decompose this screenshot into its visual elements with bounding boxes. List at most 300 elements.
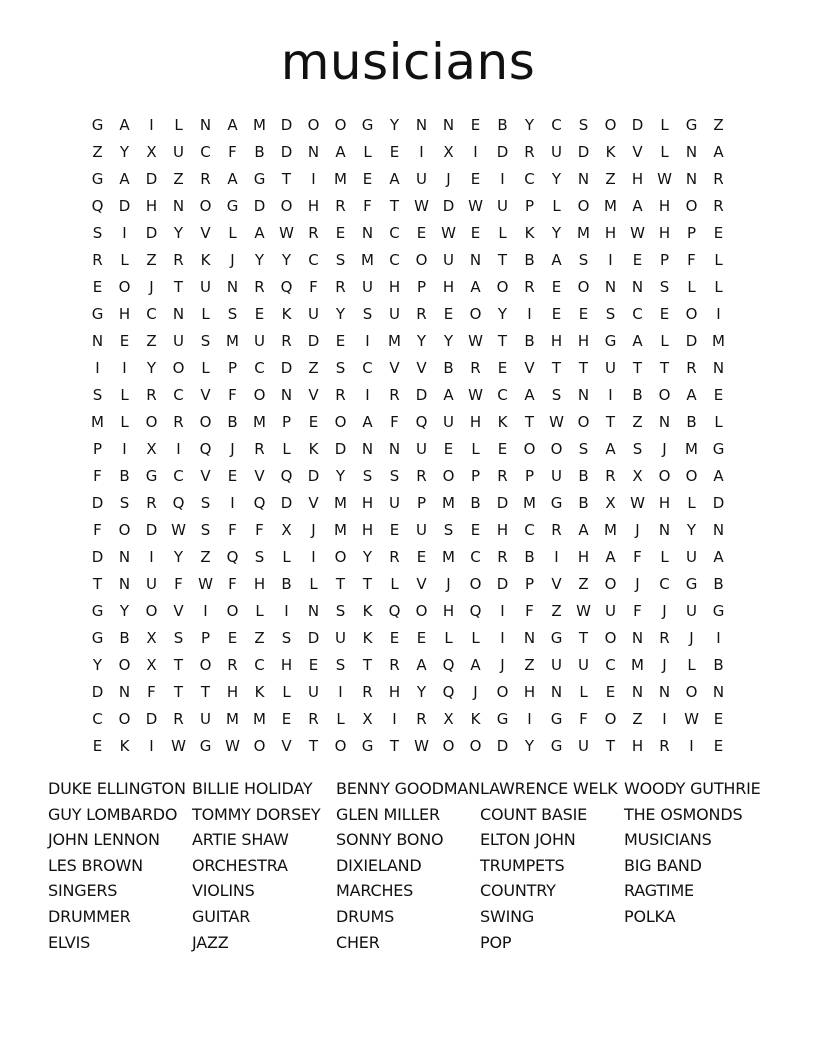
grid-letter: M bbox=[91, 412, 104, 431]
word-list-item: MARCHES bbox=[336, 881, 414, 901]
grid-letter: V bbox=[200, 466, 211, 485]
grid-letter: Y bbox=[416, 331, 427, 350]
grid-letter: P bbox=[524, 466, 535, 485]
grid-letter: I bbox=[527, 709, 532, 728]
grid-letter: D bbox=[91, 493, 104, 512]
grid-letter: C bbox=[173, 466, 184, 485]
grid-letter: A bbox=[254, 223, 265, 242]
grid-letter: U bbox=[389, 304, 400, 323]
grid-row bbox=[84, 732, 732, 759]
grid-letter: G bbox=[550, 493, 563, 512]
grid-letter: I bbox=[95, 358, 100, 377]
grid-letter: P bbox=[200, 628, 211, 647]
grid-letter: Z bbox=[632, 412, 643, 431]
grid-letter: W bbox=[468, 385, 483, 404]
grid-letter: I bbox=[500, 601, 505, 620]
grid-letter: E bbox=[389, 520, 400, 539]
grid-letter: Z bbox=[308, 358, 319, 377]
grid-letter: M bbox=[685, 439, 698, 458]
grid-letter: J bbox=[635, 520, 640, 539]
grid-letter: J bbox=[500, 655, 505, 674]
grid-letter: Q bbox=[226, 547, 239, 566]
grid-letter: A bbox=[605, 439, 616, 458]
grid-letter: N bbox=[118, 574, 131, 593]
grid-letter: S bbox=[200, 331, 211, 350]
grid-letter: S bbox=[335, 358, 346, 377]
grid-letter: B bbox=[497, 115, 508, 134]
grid-letter: L bbox=[687, 277, 696, 296]
grid-letter: T bbox=[362, 655, 373, 674]
grid-letter: J bbox=[311, 520, 316, 539]
grid-letter: H bbox=[442, 601, 455, 620]
grid-letter: U bbox=[308, 682, 319, 701]
grid-letter: N bbox=[658, 412, 671, 431]
grid-letter: T bbox=[497, 331, 508, 350]
grid-letter: S bbox=[632, 439, 643, 458]
grid-letter: J bbox=[446, 169, 451, 188]
grid-row bbox=[84, 165, 732, 192]
grid-letter: O bbox=[523, 439, 536, 458]
grid-row bbox=[84, 651, 732, 678]
grid-letter: F bbox=[255, 520, 264, 539]
grid-letter: J bbox=[149, 277, 154, 296]
grid-letter: K bbox=[254, 682, 265, 701]
grid-letter: D bbox=[118, 196, 131, 215]
word-list-item: BIG BAND bbox=[624, 855, 702, 875]
grid-letter: R bbox=[497, 466, 508, 485]
grid-letter: L bbox=[228, 223, 237, 242]
grid-letter: R bbox=[254, 439, 265, 458]
grid-letter: Z bbox=[254, 628, 265, 647]
word-list-item: SONNY BONO bbox=[336, 830, 444, 850]
grid-letter: S bbox=[119, 493, 130, 512]
grid-letter: S bbox=[335, 250, 346, 269]
grid-letter: L bbox=[363, 142, 372, 161]
grid-letter: Y bbox=[497, 304, 508, 323]
grid-letter: C bbox=[92, 709, 103, 728]
grid-letter: J bbox=[689, 628, 694, 647]
grid-letter: U bbox=[335, 628, 346, 647]
grid-letter: T bbox=[308, 736, 319, 755]
grid-letter: O bbox=[145, 412, 158, 431]
grid-letter: W bbox=[414, 196, 429, 215]
grid-letter: M bbox=[334, 169, 347, 188]
grid-letter: L bbox=[120, 412, 129, 431]
grid-letter: G bbox=[550, 709, 563, 728]
grid-letter: I bbox=[122, 439, 127, 458]
grid-letter: Z bbox=[578, 574, 589, 593]
grid-letter: I bbox=[338, 682, 343, 701]
word-list-item: ELVIS bbox=[48, 932, 91, 952]
grid-letter: C bbox=[605, 655, 616, 674]
grid-letter: E bbox=[416, 628, 427, 647]
grid-letter: O bbox=[685, 304, 698, 323]
word-list-item: DUKE ELLINGTON bbox=[48, 779, 186, 798]
grid-letter: S bbox=[254, 547, 265, 566]
grid-letter: D bbox=[334, 439, 347, 458]
grid-letter: H bbox=[388, 682, 401, 701]
grid-letter: G bbox=[226, 196, 239, 215]
grid-letter: V bbox=[281, 736, 292, 755]
word-list-item: RAGTIME bbox=[624, 881, 694, 901]
grid-letter: D bbox=[631, 115, 644, 134]
grid-letter: V bbox=[416, 358, 427, 377]
grid-letter: T bbox=[578, 358, 589, 377]
grid-letter: H bbox=[631, 736, 644, 755]
grid-letter: S bbox=[389, 466, 400, 485]
grid-letter: U bbox=[443, 412, 454, 431]
grid-letter: N bbox=[604, 277, 617, 296]
grid-letter: H bbox=[496, 520, 509, 539]
grid-letter: S bbox=[362, 304, 373, 323]
grid-letter: D bbox=[145, 520, 158, 539]
grid-letter: K bbox=[308, 439, 319, 458]
grid-letter: E bbox=[308, 655, 319, 674]
grid-letter: O bbox=[685, 196, 698, 215]
grid-letter: N bbox=[307, 601, 320, 620]
grid-letter: F bbox=[228, 574, 237, 593]
grid-letter: N bbox=[631, 682, 644, 701]
grid-letter: C bbox=[632, 304, 643, 323]
grid-letter: R bbox=[605, 466, 616, 485]
grid-letter: S bbox=[605, 304, 616, 323]
grid-letter: T bbox=[92, 574, 103, 593]
grid-letter: O bbox=[469, 574, 482, 593]
grid-letter: E bbox=[119, 331, 130, 350]
grid-letter: N bbox=[685, 169, 698, 188]
grid-letter: V bbox=[254, 466, 265, 485]
grid-letter: U bbox=[362, 277, 373, 296]
grid-row bbox=[84, 138, 732, 165]
grid-letter: C bbox=[200, 142, 211, 161]
grid-letter: C bbox=[389, 223, 400, 242]
grid-letter: D bbox=[253, 196, 266, 215]
grid-letter: M bbox=[523, 493, 536, 512]
grid-letter: M bbox=[631, 655, 644, 674]
grid-letter: X bbox=[605, 493, 616, 512]
grid-letter: A bbox=[443, 385, 454, 404]
grid-letter: A bbox=[686, 385, 697, 404]
grid-letter: N bbox=[712, 682, 725, 701]
grid-letter: S bbox=[578, 115, 589, 134]
grid-letter: W bbox=[171, 736, 186, 755]
grid-letter: U bbox=[578, 736, 589, 755]
grid-letter: M bbox=[577, 223, 590, 242]
grid-letter: R bbox=[227, 655, 238, 674]
word-list-item: VIOLINS bbox=[192, 881, 255, 901]
grid-letter: T bbox=[281, 169, 292, 188]
grid-letter: W bbox=[468, 331, 483, 350]
grid-letter: D bbox=[145, 169, 158, 188]
grid-letter: R bbox=[389, 385, 400, 404]
grid-letter: U bbox=[551, 655, 562, 674]
grid-letter: J bbox=[230, 250, 235, 269]
grid-letter: E bbox=[497, 439, 508, 458]
grid-letter: X bbox=[632, 466, 643, 485]
word-list-item: LES BROWN bbox=[48, 855, 143, 875]
grid-letter: H bbox=[523, 682, 536, 701]
grid-letter: N bbox=[361, 223, 374, 242]
word-list-item: TOMMY DORSEY bbox=[192, 804, 321, 824]
grid-letter: J bbox=[473, 682, 478, 701]
grid-letter: I bbox=[149, 547, 154, 566]
grid-letter: K bbox=[362, 628, 373, 647]
grid-letter: I bbox=[311, 547, 316, 566]
grid-letter: N bbox=[388, 439, 401, 458]
grid-letter: F bbox=[525, 601, 534, 620]
grid-letter: V bbox=[524, 358, 535, 377]
grid-letter: F bbox=[687, 250, 696, 269]
grid-letter: T bbox=[362, 574, 373, 593]
grid-letter: G bbox=[91, 115, 104, 134]
grid-letter: R bbox=[335, 277, 346, 296]
grid-letter: R bbox=[713, 169, 724, 188]
grid-letter: A bbox=[335, 142, 346, 161]
grid-letter: R bbox=[362, 682, 373, 701]
grid-letter: R bbox=[470, 358, 481, 377]
grid-row bbox=[84, 543, 732, 570]
grid-letter: U bbox=[146, 574, 157, 593]
grid-letter: E bbox=[281, 709, 292, 728]
grid-letter: E bbox=[362, 169, 373, 188]
grid-letter: R bbox=[713, 196, 724, 215]
grid-letter: Q bbox=[91, 196, 104, 215]
grid-letter: N bbox=[415, 115, 428, 134]
grid-letter: Z bbox=[146, 331, 157, 350]
grid-letter: G bbox=[550, 628, 563, 647]
grid-letter: E bbox=[308, 412, 319, 431]
grid-letter: N bbox=[307, 142, 320, 161]
grid-row bbox=[84, 273, 732, 300]
grid-letter: I bbox=[284, 601, 289, 620]
grid-letter: N bbox=[631, 277, 644, 296]
grid-letter: I bbox=[608, 250, 613, 269]
grid-letter: I bbox=[500, 628, 505, 647]
grid-letter: E bbox=[389, 142, 400, 161]
grid-letter: E bbox=[551, 304, 562, 323]
grid-letter: S bbox=[200, 493, 211, 512]
grid-letter: G bbox=[91, 169, 104, 188]
grid-letter: C bbox=[173, 385, 184, 404]
grid-letter: F bbox=[579, 709, 588, 728]
grid-letter: S bbox=[92, 223, 103, 242]
grid-letter: D bbox=[145, 223, 158, 242]
grid-letter: X bbox=[146, 628, 157, 647]
grid-letter: Q bbox=[415, 412, 428, 431]
grid-letter: E bbox=[605, 682, 616, 701]
grid-letter: Q bbox=[442, 682, 455, 701]
grid-letter: Z bbox=[551, 601, 562, 620]
grid-letter: L bbox=[201, 304, 210, 323]
grid-letter: I bbox=[365, 331, 370, 350]
word-list-item: ELTON JOHN bbox=[480, 830, 576, 850]
grid-letter: V bbox=[173, 601, 184, 620]
grid-letter: D bbox=[280, 142, 293, 161]
grid-letter: D bbox=[496, 142, 509, 161]
grid-letter: D bbox=[496, 736, 509, 755]
grid-letter: A bbox=[713, 142, 724, 161]
grid-letter: Q bbox=[388, 601, 401, 620]
grid-letter: A bbox=[470, 655, 481, 674]
grid-letter: R bbox=[659, 628, 670, 647]
grid-letter: I bbox=[419, 142, 424, 161]
grid-letter: E bbox=[551, 277, 562, 296]
grid-letter: L bbox=[201, 358, 210, 377]
grid-letter: A bbox=[713, 547, 724, 566]
grid-letter: R bbox=[416, 304, 427, 323]
grid-letter: D bbox=[91, 682, 104, 701]
grid-letter: R bbox=[308, 709, 319, 728]
grid-letter: E bbox=[92, 277, 103, 296]
grid-letter: R bbox=[146, 493, 157, 512]
grid-letter: I bbox=[554, 547, 559, 566]
grid-letter: B bbox=[470, 493, 481, 512]
grid-letter: N bbox=[658, 520, 671, 539]
grid-letter: R bbox=[389, 655, 400, 674]
grid-letter: L bbox=[498, 223, 507, 242]
grid-letter: E bbox=[632, 250, 643, 269]
grid-letter: Q bbox=[280, 466, 293, 485]
grid-letter: F bbox=[228, 142, 237, 161]
grid-letter: O bbox=[604, 628, 617, 647]
grid-letter: K bbox=[119, 736, 130, 755]
grid-letter: O bbox=[550, 439, 563, 458]
grid-letter: Y bbox=[119, 142, 130, 161]
grid-letter: Y bbox=[551, 223, 562, 242]
grid-row bbox=[84, 570, 732, 597]
grid-letter: I bbox=[527, 304, 532, 323]
grid-letter: W bbox=[225, 736, 240, 755]
grid-letter: M bbox=[388, 331, 401, 350]
grid-letter: O bbox=[334, 547, 347, 566]
grid-letter: R bbox=[173, 412, 184, 431]
grid-letter: G bbox=[604, 331, 617, 350]
word-list-item: GUITAR bbox=[192, 906, 251, 926]
grid-letter: P bbox=[416, 493, 427, 512]
grid-letter: D bbox=[415, 385, 428, 404]
grid-letter: F bbox=[93, 520, 102, 539]
grid-letter: H bbox=[604, 223, 617, 242]
grid-letter: U bbox=[443, 250, 454, 269]
grid-letter: A bbox=[362, 412, 373, 431]
grid-letter: M bbox=[226, 709, 239, 728]
grid-letter: R bbox=[173, 250, 184, 269]
grid-letter: A bbox=[119, 169, 130, 188]
word-list-item: TRUMPETS bbox=[480, 855, 565, 875]
grid-letter: R bbox=[497, 547, 508, 566]
grid-letter: U bbox=[173, 331, 184, 350]
grid-letter: S bbox=[281, 628, 292, 647]
grid-letter: L bbox=[471, 628, 480, 647]
grid-letter: U bbox=[173, 142, 184, 161]
grid-letter: S bbox=[335, 655, 346, 674]
grid-letter: N bbox=[91, 331, 104, 350]
grid-letter: Y bbox=[335, 304, 346, 323]
grid-letter: G bbox=[145, 466, 158, 485]
grid-letter: Y bbox=[281, 250, 292, 269]
grid-letter: T bbox=[389, 736, 400, 755]
grid-letter: D bbox=[280, 115, 293, 134]
grid-letter: S bbox=[335, 601, 346, 620]
grid-letter: P bbox=[227, 358, 238, 377]
grid-letter: O bbox=[658, 466, 671, 485]
grid-letter: L bbox=[120, 250, 129, 269]
word-list-item: WOODY GUTHRIE bbox=[624, 779, 761, 798]
grid-letter: K bbox=[200, 250, 211, 269]
grid-letter: I bbox=[230, 493, 235, 512]
grid-letter: A bbox=[389, 169, 400, 188]
grid-letter: Z bbox=[92, 142, 103, 161]
grid-letter: B bbox=[119, 628, 130, 647]
grid-letter: Y bbox=[362, 547, 373, 566]
grid-letter: Q bbox=[469, 601, 482, 620]
grid-letter: M bbox=[712, 331, 725, 350]
grid-letter: M bbox=[361, 250, 374, 269]
grid-letter: Q bbox=[442, 655, 455, 674]
grid-letter: T bbox=[659, 358, 670, 377]
grid-letter: N bbox=[712, 358, 725, 377]
grid-letter: F bbox=[174, 574, 183, 593]
grid-letter: L bbox=[579, 682, 588, 701]
grid-letter: H bbox=[253, 574, 266, 593]
grid-letter: C bbox=[389, 250, 400, 269]
grid-letter: H bbox=[118, 304, 131, 323]
letter-grid bbox=[84, 111, 732, 759]
grid-letter: L bbox=[660, 547, 669, 566]
grid-letter: N bbox=[442, 115, 455, 134]
grid-letter: N bbox=[631, 628, 644, 647]
grid-letter: U bbox=[686, 601, 697, 620]
grid-letter: P bbox=[686, 223, 697, 242]
grid-letter: Q bbox=[172, 493, 185, 512]
grid-letter: U bbox=[389, 493, 400, 512]
grid-letter: U bbox=[416, 439, 427, 458]
grid-letter: R bbox=[335, 196, 346, 215]
grid-letter: B bbox=[227, 412, 238, 431]
grid-letter: E bbox=[416, 547, 427, 566]
grid-letter: O bbox=[496, 277, 509, 296]
grid-letter: C bbox=[659, 574, 670, 593]
grid-letter: G bbox=[550, 736, 563, 755]
grid-letter: H bbox=[361, 520, 374, 539]
grid-letter: Y bbox=[524, 115, 535, 134]
grid-letter: H bbox=[469, 412, 482, 431]
word-list-item: SINGERS bbox=[48, 881, 118, 901]
grid-letter: E bbox=[443, 304, 454, 323]
grid-letter: R bbox=[92, 250, 103, 269]
grid-letter: K bbox=[470, 709, 481, 728]
grid-letter: S bbox=[578, 439, 589, 458]
grid-letter: Y bbox=[524, 736, 535, 755]
grid-letter: V bbox=[200, 223, 211, 242]
grid-letter: U bbox=[686, 547, 697, 566]
grid-letter: T bbox=[551, 358, 562, 377]
grid-letter: S bbox=[578, 250, 589, 269]
word-list bbox=[48, 776, 788, 955]
grid-letter: G bbox=[199, 736, 212, 755]
grid-letter: X bbox=[281, 520, 292, 539]
grid-letter: I bbox=[122, 223, 127, 242]
grid-letter: W bbox=[414, 736, 429, 755]
grid-letter: X bbox=[443, 142, 454, 161]
grid-letter: G bbox=[685, 115, 698, 134]
grid-letter: A bbox=[227, 115, 238, 134]
grid-letter: O bbox=[280, 196, 293, 215]
grid-letter: D bbox=[307, 628, 320, 647]
grid-letter: R bbox=[308, 223, 319, 242]
grid-letter: L bbox=[309, 574, 318, 593]
grid-letter: O bbox=[469, 304, 482, 323]
